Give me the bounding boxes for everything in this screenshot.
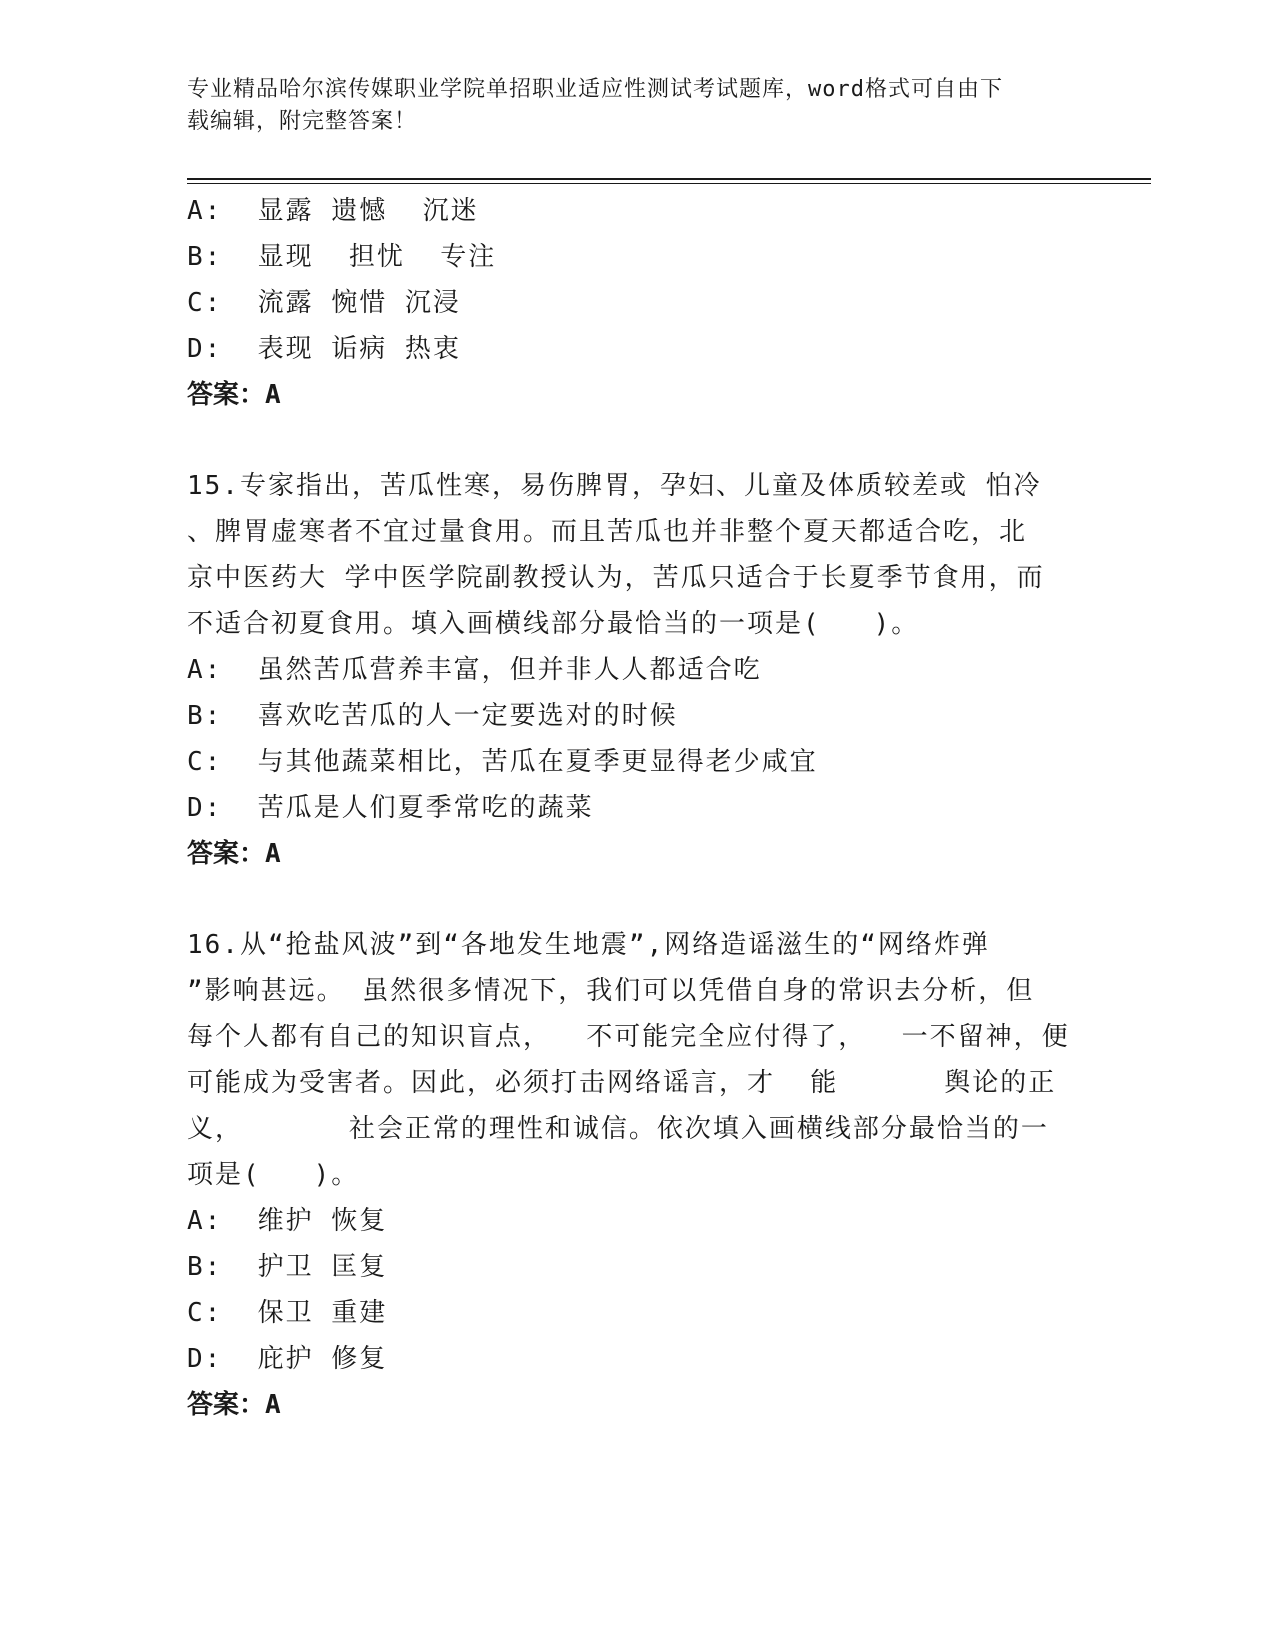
question-stem-line: 京中医药大 学中医学院副教授认为，苦瓜只适合于长夏季节食用，而 (187, 563, 1045, 593)
question-stem-line: 、脾胃虚寒者不宜过量食用。而且苦瓜也并非整个夏天都适合吃，北 (187, 517, 1028, 547)
question-stem-line: 每个人都有自己的知识盲点， 不可能完全应付得了， 一不留神，便 (187, 1022, 1070, 1052)
option-b: B: 显现 担忧 专注 (187, 242, 497, 272)
header-line-2: 载编辑，附完整答案！ (187, 109, 418, 134)
option-d: D: 表现 诟病 热衷 (187, 334, 461, 364)
option-d: D: 庇护 修复 (187, 1344, 388, 1374)
option-a: A: 虽然苦瓜营养丰富，但并非人人都适合吃 (187, 655, 762, 685)
answer-label: 答案：A (187, 380, 281, 410)
option-d: D: 苦瓜是人们夏季常吃的蔬菜 (187, 793, 594, 823)
question-stem-line: 16.从“抢盐风波”到“各地发生地震”,网络造谣滋生的“网络炸弹 (187, 930, 990, 960)
question-16 (187, 922, 1070, 1428)
option-c: C: 流露 惋惜 沉浸 (187, 288, 461, 318)
question-stem-line: 不适合初夏食用。填入画横线部分最恰当的一项是( )。 (187, 609, 920, 639)
option-c: C: 保卫 重建 (187, 1298, 388, 1328)
option-c: C: 与其他蔬菜相比，苦瓜在夏季更显得老少咸宜 (187, 747, 818, 777)
question-stem-line: 可能成为受害者。因此，必须打击网络谣言，才 能 舆论的正 (187, 1068, 1057, 1098)
document-body (187, 188, 1070, 1428)
option-a: A: 维护 恢复 (187, 1206, 388, 1236)
question-stem-line: 项是( )。 (187, 1160, 360, 1190)
answer-label: 答案：A (187, 1390, 281, 1420)
header-rule-thick (187, 178, 1151, 180)
question-stem-line: 15.专家指出，苦瓜性寒，易伤脾胃，孕妇、儿童及体质较差或 怕冷 (187, 471, 1042, 501)
option-b: B: 护卫 匡复 (187, 1252, 388, 1282)
question-stem-line: ”影响甚远。 虽然很多情况下，我们可以凭借自身的常识去分析，但 (187, 976, 1035, 1006)
question-14 (187, 188, 1067, 418)
option-a: A: 显露 遗憾 沉迷 (187, 196, 479, 226)
header-line-1: 专业精品哈尔滨传媒职业学院单招职业适应性测试考试题库，word格式可自由下 (187, 77, 1003, 102)
page-header (187, 74, 1067, 138)
answer-label: 答案：A (187, 839, 281, 869)
option-b: B: 喜欢吃苦瓜的人一定要选对的时候 (187, 701, 678, 731)
question-15 (187, 463, 1067, 877)
question-stem-line: 义， 社会正常的理性和诚信。依次填入画横线部分最恰当的一 (187, 1114, 1049, 1144)
header-rule-thin (187, 183, 1151, 184)
